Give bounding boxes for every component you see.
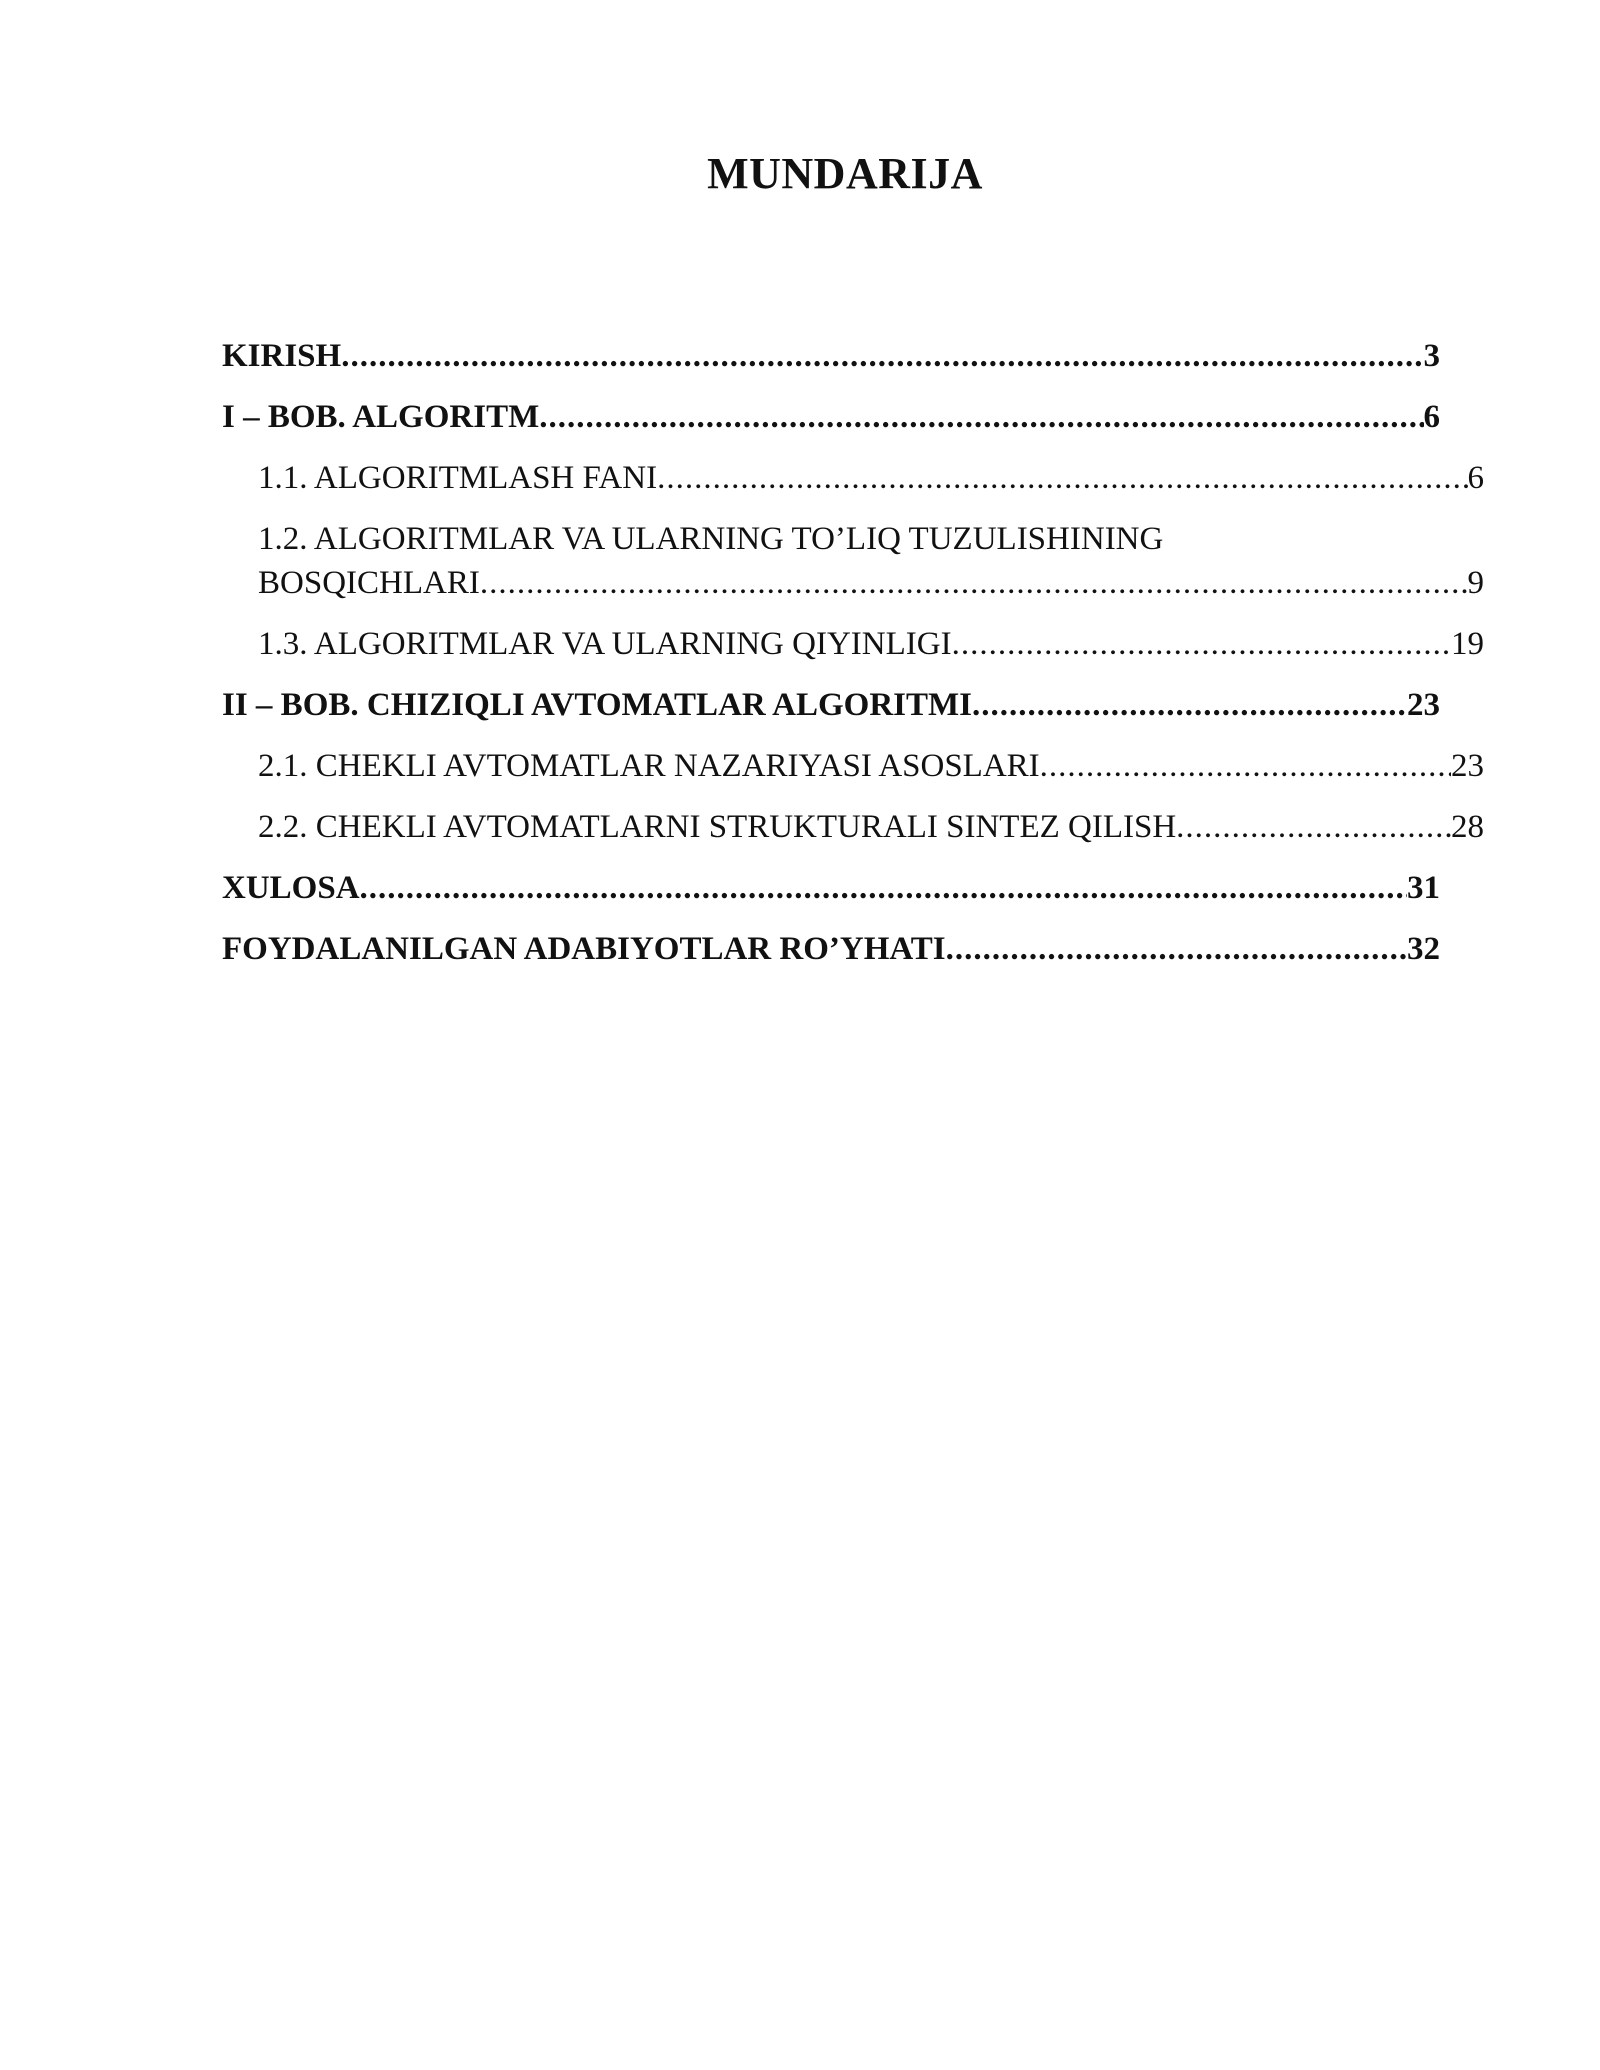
toc-entry-page: 6 bbox=[1467, 460, 1484, 496]
toc-leader-dots bbox=[341, 334, 1423, 378]
toc-entry-label: KIRISH bbox=[222, 338, 342, 374]
toc-entry-page: 3 bbox=[1423, 338, 1440, 374]
page-title: MUNDARIJA bbox=[707, 149, 983, 198]
toc-leader-dots bbox=[480, 561, 1468, 605]
toc-entry-label: II – BOB. CHIZIQLI AVTOMATLAR ALGORITMI bbox=[222, 687, 973, 723]
toc-entry-page: 19 bbox=[1451, 626, 1484, 662]
toc-leader-dots bbox=[539, 395, 1423, 439]
toc-entry-section-1-3 bbox=[222, 622, 1484, 666]
toc-entry-page: 6 bbox=[1423, 399, 1440, 435]
toc-entry-label-line-2: BOSQICHLARI bbox=[258, 565, 480, 601]
toc-leader-dots bbox=[1040, 744, 1451, 788]
toc-entry-xulosa bbox=[222, 866, 1440, 910]
toc-entry-kirish bbox=[222, 334, 1440, 378]
toc-entry-chapter-1 bbox=[222, 395, 1440, 439]
toc-entry-page: 23 bbox=[1407, 687, 1440, 723]
toc-leader-dots bbox=[657, 456, 1467, 500]
toc-entry-label: I – BOB. ALGORITM bbox=[222, 399, 540, 435]
toc-entry-label: 1.1. ALGORITMLASH FANI bbox=[258, 460, 658, 496]
toc-leader-dots bbox=[1176, 805, 1451, 849]
toc-entry-label: FOYDALANILGAN ADABIYOTLAR RO’YHATI bbox=[222, 931, 946, 967]
toc-leader-dots bbox=[972, 683, 1407, 727]
toc-entry-section-2-2 bbox=[222, 805, 1484, 849]
toc-entry-label-line-1: 1.2. ALGORITMLAR VA ULARNING TO’LIQ TUZULISHINING bbox=[258, 521, 1164, 557]
table-of-contents bbox=[222, 334, 1482, 988]
toc-entry-section-2-1 bbox=[222, 744, 1484, 788]
toc-entry-page: 9 bbox=[1467, 565, 1484, 601]
toc-entry-chapter-2 bbox=[222, 683, 1440, 727]
toc-entry-label: 2.1. CHEKLI AVTOMATLAR NAZARIYASI ASOSLARI bbox=[258, 748, 1040, 784]
toc-entry-label: 1.3. ALGORITMLAR VA ULARNING QIYINLIGI bbox=[258, 626, 952, 662]
toc-entry-page: 32 bbox=[1407, 931, 1440, 967]
toc-leader-dots bbox=[952, 622, 1451, 666]
toc-entry-page: 28 bbox=[1451, 809, 1484, 845]
toc-entry-section-1-2 bbox=[222, 517, 1484, 605]
toc-entry-label: XULOSA bbox=[222, 870, 360, 906]
toc-leader-dots bbox=[946, 927, 1407, 971]
toc-entry-page: 31 bbox=[1407, 870, 1440, 906]
toc-leader-dots bbox=[360, 866, 1407, 910]
toc-entry-label: 2.2. CHEKLI AVTOMATLARNI STRUKTURALI SINTEZ QILISH bbox=[258, 809, 1177, 845]
toc-entry-references bbox=[222, 927, 1440, 971]
toc-entry-page: 23 bbox=[1451, 748, 1484, 784]
toc-entry-section-1-1 bbox=[222, 456, 1484, 500]
